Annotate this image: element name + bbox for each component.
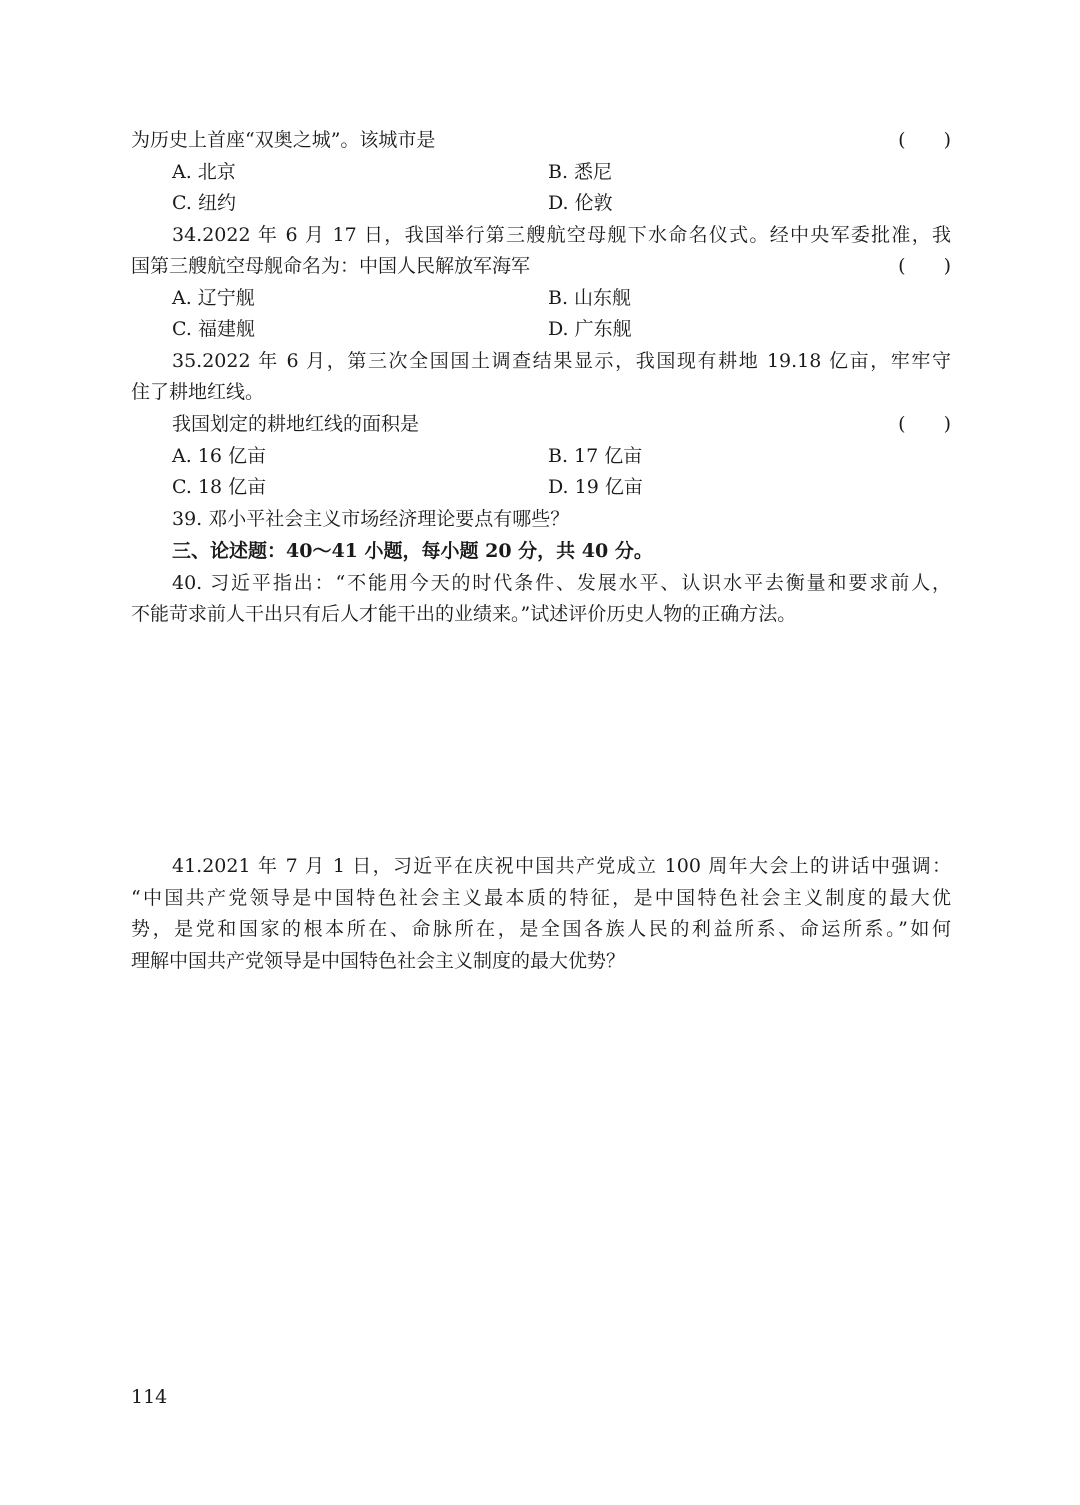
q41-line-4: 理解中国共产党领导是中国特色社会主义制度的最大优势？ [131, 950, 626, 972]
q40-line-1: 40. 习近平指出：“不能用今天的时代条件、发展水平、认识水平去衡量和要求前人， [172, 572, 951, 594]
q35-answer-paren: ( ) [898, 413, 951, 435]
q34-options-row-2 [172, 313, 951, 345]
q34-option-d: D. 广东舰 [548, 318, 632, 340]
q35-line-2: 住了耕地红线。 [131, 381, 265, 403]
q35-option-a: A. 16 亿亩 [172, 445, 267, 467]
q35-options-row-1 [172, 440, 951, 472]
q34-option-b: B. 山东舰 [548, 287, 632, 309]
q35-options-row-2 [172, 471, 951, 503]
q35-line-1: 35.2022 年 6 月，第三次全国国土调查结果显示，我国现有耕地 19.18 亿亩，牢牢守 [172, 350, 951, 372]
q33-answer-paren: ( ) [898, 129, 951, 151]
q41-line-2: “中国共产党领导是中国特色社会主义最本质的特征，是中国特色社会主义制度的最大优 [131, 887, 951, 909]
q41-line-3: 势，是党和国家的根本所在、命脉所在，是全国各族人民的利益所系、命运所系。”如何 [131, 918, 951, 940]
q34-line-1: 34.2022 年 6 月 17 日，我国举行第三艘航空母舰下水命名仪式。经中央军委批准，我 [172, 224, 951, 246]
q33-option-b: B. 悉尼 [548, 161, 613, 183]
q34-line-2-text: 国第三艘航空母舰命名为：中国人民解放军海军 [131, 255, 531, 277]
q35-line-3 [172, 408, 951, 440]
q35-option-c: C. 18 亿亩 [172, 476, 267, 498]
q33-option-d: D. 伦敦 [548, 192, 613, 214]
q35-option-b: B. 17 亿亩 [548, 445, 643, 467]
q35-line-3-text: 我国划定的耕地红线的面积是 [172, 413, 420, 435]
q34-option-a: A. 辽宁舰 [172, 287, 255, 309]
q33-stem-text: 为历史上首座“双奥之城”。该城市是 [131, 129, 436, 151]
q33-option-a: A. 北京 [172, 161, 236, 183]
q34-answer-paren: ( ) [898, 255, 951, 277]
q39-text: 39. 邓小平社会主义市场经济理论要点有哪些？ [172, 508, 570, 530]
q35-option-d: D. 19 亿亩 [548, 476, 643, 498]
q34-option-c: C. 福建舰 [172, 318, 255, 340]
q33-option-c: C. 纽约 [172, 192, 236, 214]
page-number: 114 [131, 1386, 168, 1408]
q41-line-1: 41.2021 年 7 月 1 日，习近平在庆祝中国共产党成立 100 周年大会上的讲话中强调： [172, 855, 951, 877]
q40-line-2: 不能苛求前人干出只有后人才能干出的业绩来。”试述评价历史人物的正确方法。 [131, 603, 797, 625]
q33-options-row-1 [172, 156, 951, 188]
q34-options-row-1 [172, 282, 951, 314]
q33-options-row-2 [172, 187, 951, 219]
section-3-heading: 三、论述题：40～41 小题，每小题 20 分，共 40 分。 [172, 540, 653, 562]
q34-line-2 [131, 250, 951, 282]
q33-stem-end [131, 124, 951, 156]
